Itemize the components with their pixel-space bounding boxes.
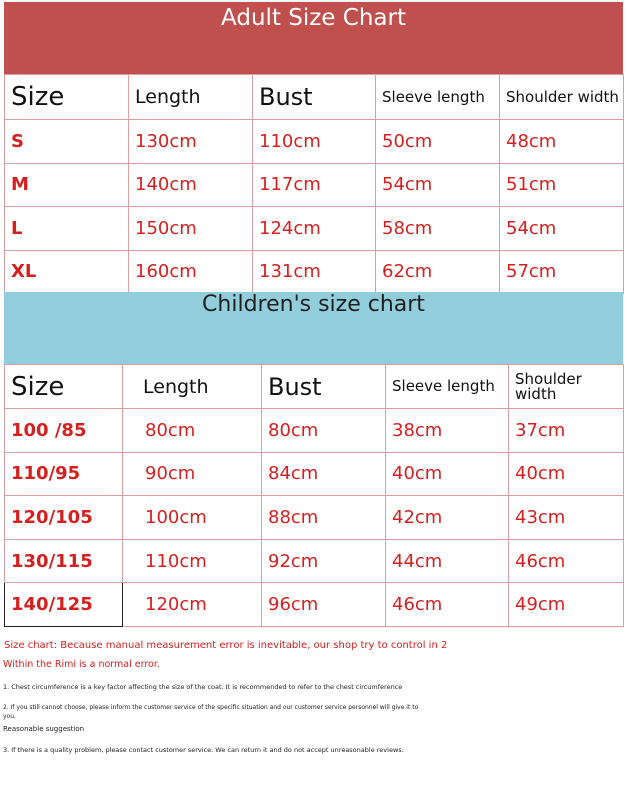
sleeve-cell: 54cm <box>376 163 500 207</box>
sleeve-cell: 40cm <box>386 452 509 496</box>
children-title-band <box>4 292 623 364</box>
table-row <box>5 250 624 294</box>
table-row <box>5 120 624 164</box>
sleeve-cell: 58cm <box>376 207 500 251</box>
header-shoulder-width: Shoulder width <box>509 365 624 409</box>
table-row <box>5 496 624 540</box>
header-size: Size <box>5 365 123 409</box>
shoulder-cell: 49cm <box>509 583 624 627</box>
bust-cell: 96cm <box>262 583 386 627</box>
size-cell: M <box>5 163 129 207</box>
bust-cell: 92cm <box>262 539 386 583</box>
length-cell: 90cm <box>123 452 262 496</box>
adult-title-band <box>4 2 623 75</box>
size-cell: L <box>5 207 129 251</box>
length-cell: 80cm <box>123 409 262 453</box>
bust-cell: 124cm <box>253 207 376 251</box>
header-sleeve-length: Sleeve length <box>386 365 509 409</box>
length-cell: 150cm <box>129 207 253 251</box>
header-shoulder-width: Shoulder width <box>500 75 624 120</box>
bust-cell: 84cm <box>262 452 386 496</box>
size-cell: XL <box>5 250 129 294</box>
size-cell: 110/95 <box>5 452 123 496</box>
size-cell: S <box>5 120 129 164</box>
header-length: Length <box>129 75 253 120</box>
shoulder-cell: 51cm <box>500 163 624 207</box>
shoulder-cell: 40cm <box>509 452 624 496</box>
note-item-1: 1. Chest circumference is a key factor affecting the size of the coat. It is recommended to refer to the chest circumference <box>3 683 403 691</box>
shoulder-cell: 54cm <box>500 207 624 251</box>
table-header-row <box>5 365 624 409</box>
bust-cell: 117cm <box>253 163 376 207</box>
table-row <box>5 163 624 207</box>
size-chart-note: Size chart: Because manual measurement error is inevitable, our shop try to control in 2 <box>4 640 448 651</box>
header-length: Length <box>123 365 262 409</box>
bust-cell: 110cm <box>253 120 376 164</box>
table-row <box>5 539 624 583</box>
sleeve-cell: 62cm <box>376 250 500 294</box>
header-bust: Bust <box>262 365 386 409</box>
adult-chart-title: Adult Size Chart <box>221 5 406 31</box>
sleeve-cell: 46cm <box>386 583 509 627</box>
size-cell: 130/115 <box>5 539 123 583</box>
table-row <box>5 452 624 496</box>
header-size: Size <box>5 75 129 120</box>
table-row <box>5 207 624 251</box>
suggestion-label: Reasonable suggestion <box>3 725 85 733</box>
table-row <box>5 409 624 453</box>
table-header-row <box>5 75 624 120</box>
children-chart-title: Children's size chart <box>202 292 425 317</box>
length-cell: 160cm <box>129 250 253 294</box>
length-cell: 110cm <box>123 539 262 583</box>
shoulder-cell: 46cm <box>509 539 624 583</box>
length-cell: 100cm <box>123 496 262 540</box>
bust-cell: 131cm <box>253 250 376 294</box>
header-bust: Bust <box>253 75 376 120</box>
size-cell: 120/105 <box>5 496 123 540</box>
sleeve-cell: 44cm <box>386 539 509 583</box>
bust-cell: 80cm <box>262 409 386 453</box>
length-cell: 120cm <box>123 583 262 627</box>
note-item-3: 3. If there is a quality problem, please contact customer service. We can return it and do not accept unreasonable reviews. <box>3 746 404 754</box>
shoulder-cell: 43cm <box>509 496 624 540</box>
size-cell: 100 /85 <box>5 409 123 453</box>
note-item-2: 2. If you still cannot choose, please inform the customer service of the specific situation and our customer service personnel will give it to you. <box>3 704 419 720</box>
adult-size-table <box>4 74 624 294</box>
sleeve-cell: 38cm <box>386 409 509 453</box>
sleeve-cell: 42cm <box>386 496 509 540</box>
bust-cell: 88cm <box>262 496 386 540</box>
shoulder-cell: 48cm <box>500 120 624 164</box>
length-cell: 140cm <box>129 163 253 207</box>
error-tolerance-note: Within the Rimi is a normal error. <box>3 659 160 670</box>
shoulder-cell: 57cm <box>500 250 624 294</box>
sleeve-cell: 50cm <box>376 120 500 164</box>
children-size-table <box>4 364 624 627</box>
length-cell: 130cm <box>129 120 253 164</box>
size-cell: 140/125 <box>5 583 123 627</box>
table-row <box>5 583 624 627</box>
shoulder-cell: 37cm <box>509 409 624 453</box>
header-sleeve-length: Sleeve length <box>376 75 500 120</box>
